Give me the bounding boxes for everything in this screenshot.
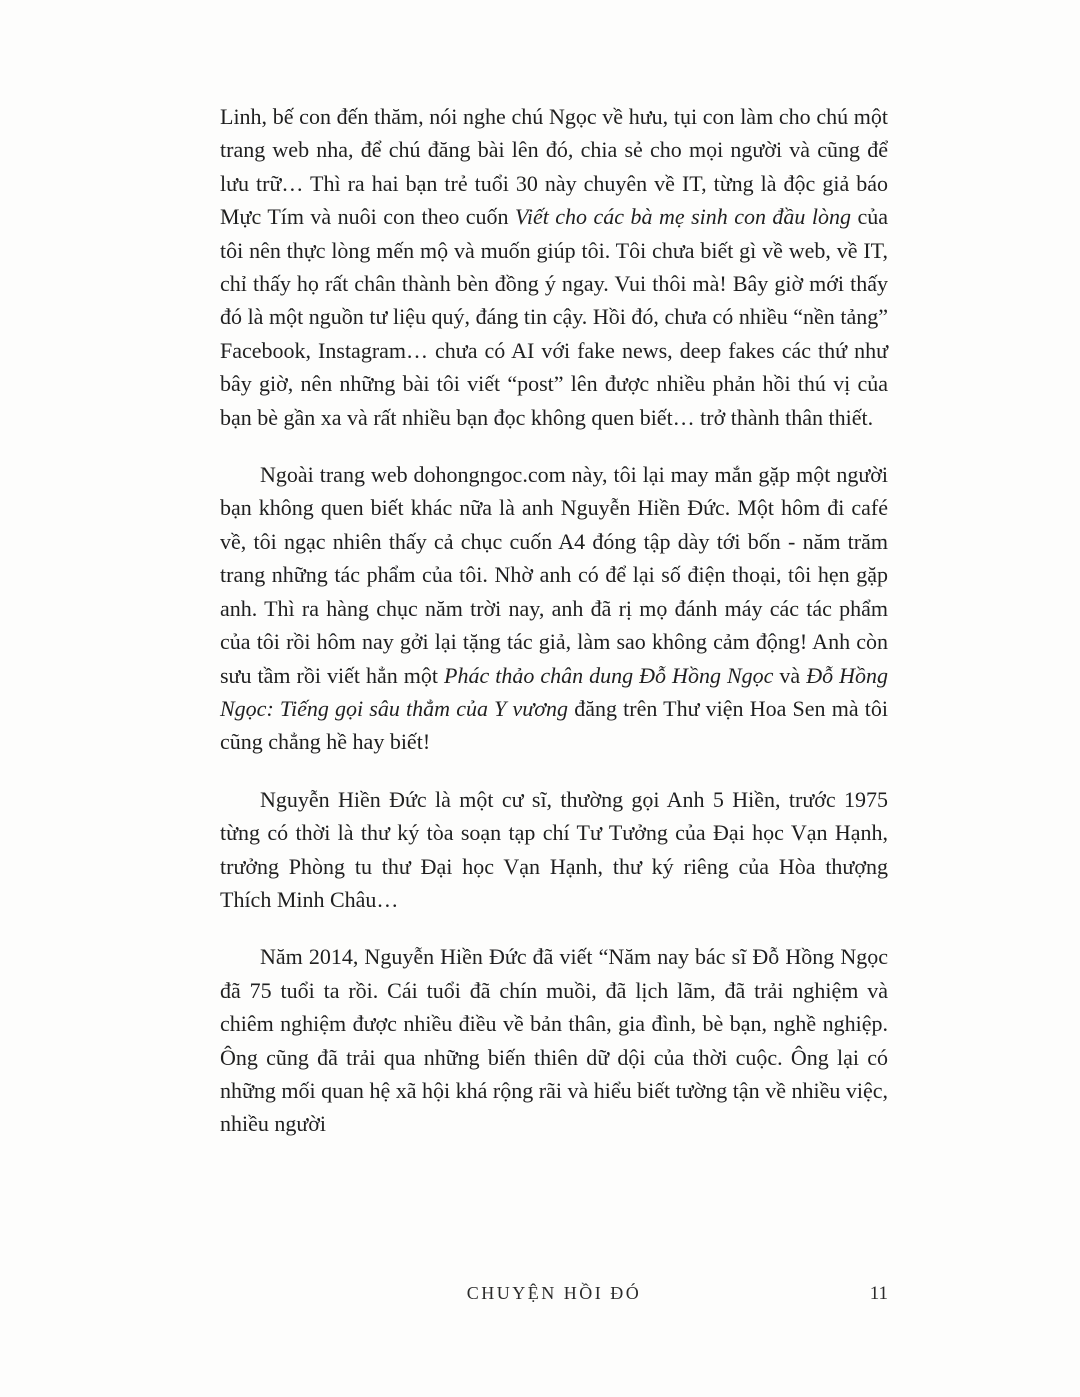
paragraph: [220, 458, 888, 759]
body-text-run: và: [773, 662, 807, 688]
body-text-run: của tôi nên thực lòng mến mộ và muốn giúp tôi. Tôi chưa biết gì về web, về IT, chỉ thấy họ rất chân thành bèn đồng ý ngay. Vui thôi mà! Bây giờ mới thấy đó là một nguồn tư liệu quý, đáng tin cậy. Hồi đó, chưa có nhiều “nền tảng” Facebook, Instagram… chưa có AI với fake news, deep fakes các thứ như bây giờ, nên những bài tôi viết “post” lên được nhiều phản hồi thú vị của bạn bè gần xa và rất nhiều bạn đọc không quen biết… trở thành thân thiết.: [220, 204, 889, 430]
body-text-run: đăng trên Thư viện Hoa Sen mà tôi cũng chẳng hề hay biết!: [220, 695, 888, 755]
body-text-run: Năm 2014, Nguyễn Hiền Đức đã viết “Năm nay bác sĩ Đỗ Hồng Ngọc đã 75 tuổi ta rồi. Cái tuổi đã chín muồi, đã lịch lãm, đã trải nghiệm và chiêm nghiệm được nhiều điều về bản thân, gia đình, bè bạn, nghề nghiệp. Ông cũng đã trải qua những biến thiên dữ dội của thời cuộc. Ông lại có những mối quan hệ xã hội khá rộng rãi và hiểu biết tường tận về nhiều việc, nhiều người: [220, 944, 888, 1137]
page-number: 11: [869, 1283, 888, 1304]
book-title-italic: Viết cho các bà mẹ sinh con đầu lòng: [515, 204, 852, 230]
book-title-italic: Phác thảo chân dung Đỗ Hồng Ngọc: [444, 662, 774, 688]
body-text-run: Linh, bế con đến thăm, nói nghe chú Ngọc về hưu, tụi con làm cho chú một trang web nha, để chú đăng bài lên đó, chia sẻ cho mọi người và cũng để lưu trữ… Thì ra hai bạn trẻ tuổi 30 này chuyên về IT, từng là độc giả báo Mực Tím và nuôi con theo cuốn: [220, 104, 888, 230]
footer-running-title: CHUYỆN HỒI ĐÓ: [466, 1283, 642, 1303]
paragraph: [220, 100, 888, 434]
running-footer: [220, 1283, 888, 1313]
body-text-run: Ngoài trang web dohongngoc.com này, tôi lại may mắn gặp một người bạn không quen biết khác nữa là anh Nguyễn Hiền Đức. Một hôm đi café về, tôi ngạc nhiên thấy cả chục cuốn A4 đóng tập dày tới bốn - năm trăm trang những tác phẩm của tôi. Nhờ anh có để lại số điện thoại, tôi hẹn gặp anh. Thì ra hàng chục năm trời nay, anh đã rị mọ đánh máy các tác phẩm của tôi rồi hôm nay gởi lại tặng tác giả, làm sao không cảm động! Anh còn sưu tầm rồi viết hẳn một: [220, 462, 888, 688]
body-text-run: Nguyễn Hiền Đức là một cư sĩ, thường gọi Anh 5 Hiền, trước 1975 từng có thời là thư ký tòa soạn tạp chí Tư Tưởng của Đại học Vạn Hạnh, trưởng Phòng tu thư Đại học Vạn Hạnh, thư ký riêng của Hòa thượng Thích Minh Châu…: [220, 786, 888, 912]
book-title-italic: Đỗ Hồng Ngọc: Tiếng gọi sâu thẳm của Y vương: [220, 662, 889, 721]
text-block: [220, 100, 888, 1165]
paragraph: [220, 940, 888, 1140]
paragraph: [220, 783, 888, 917]
